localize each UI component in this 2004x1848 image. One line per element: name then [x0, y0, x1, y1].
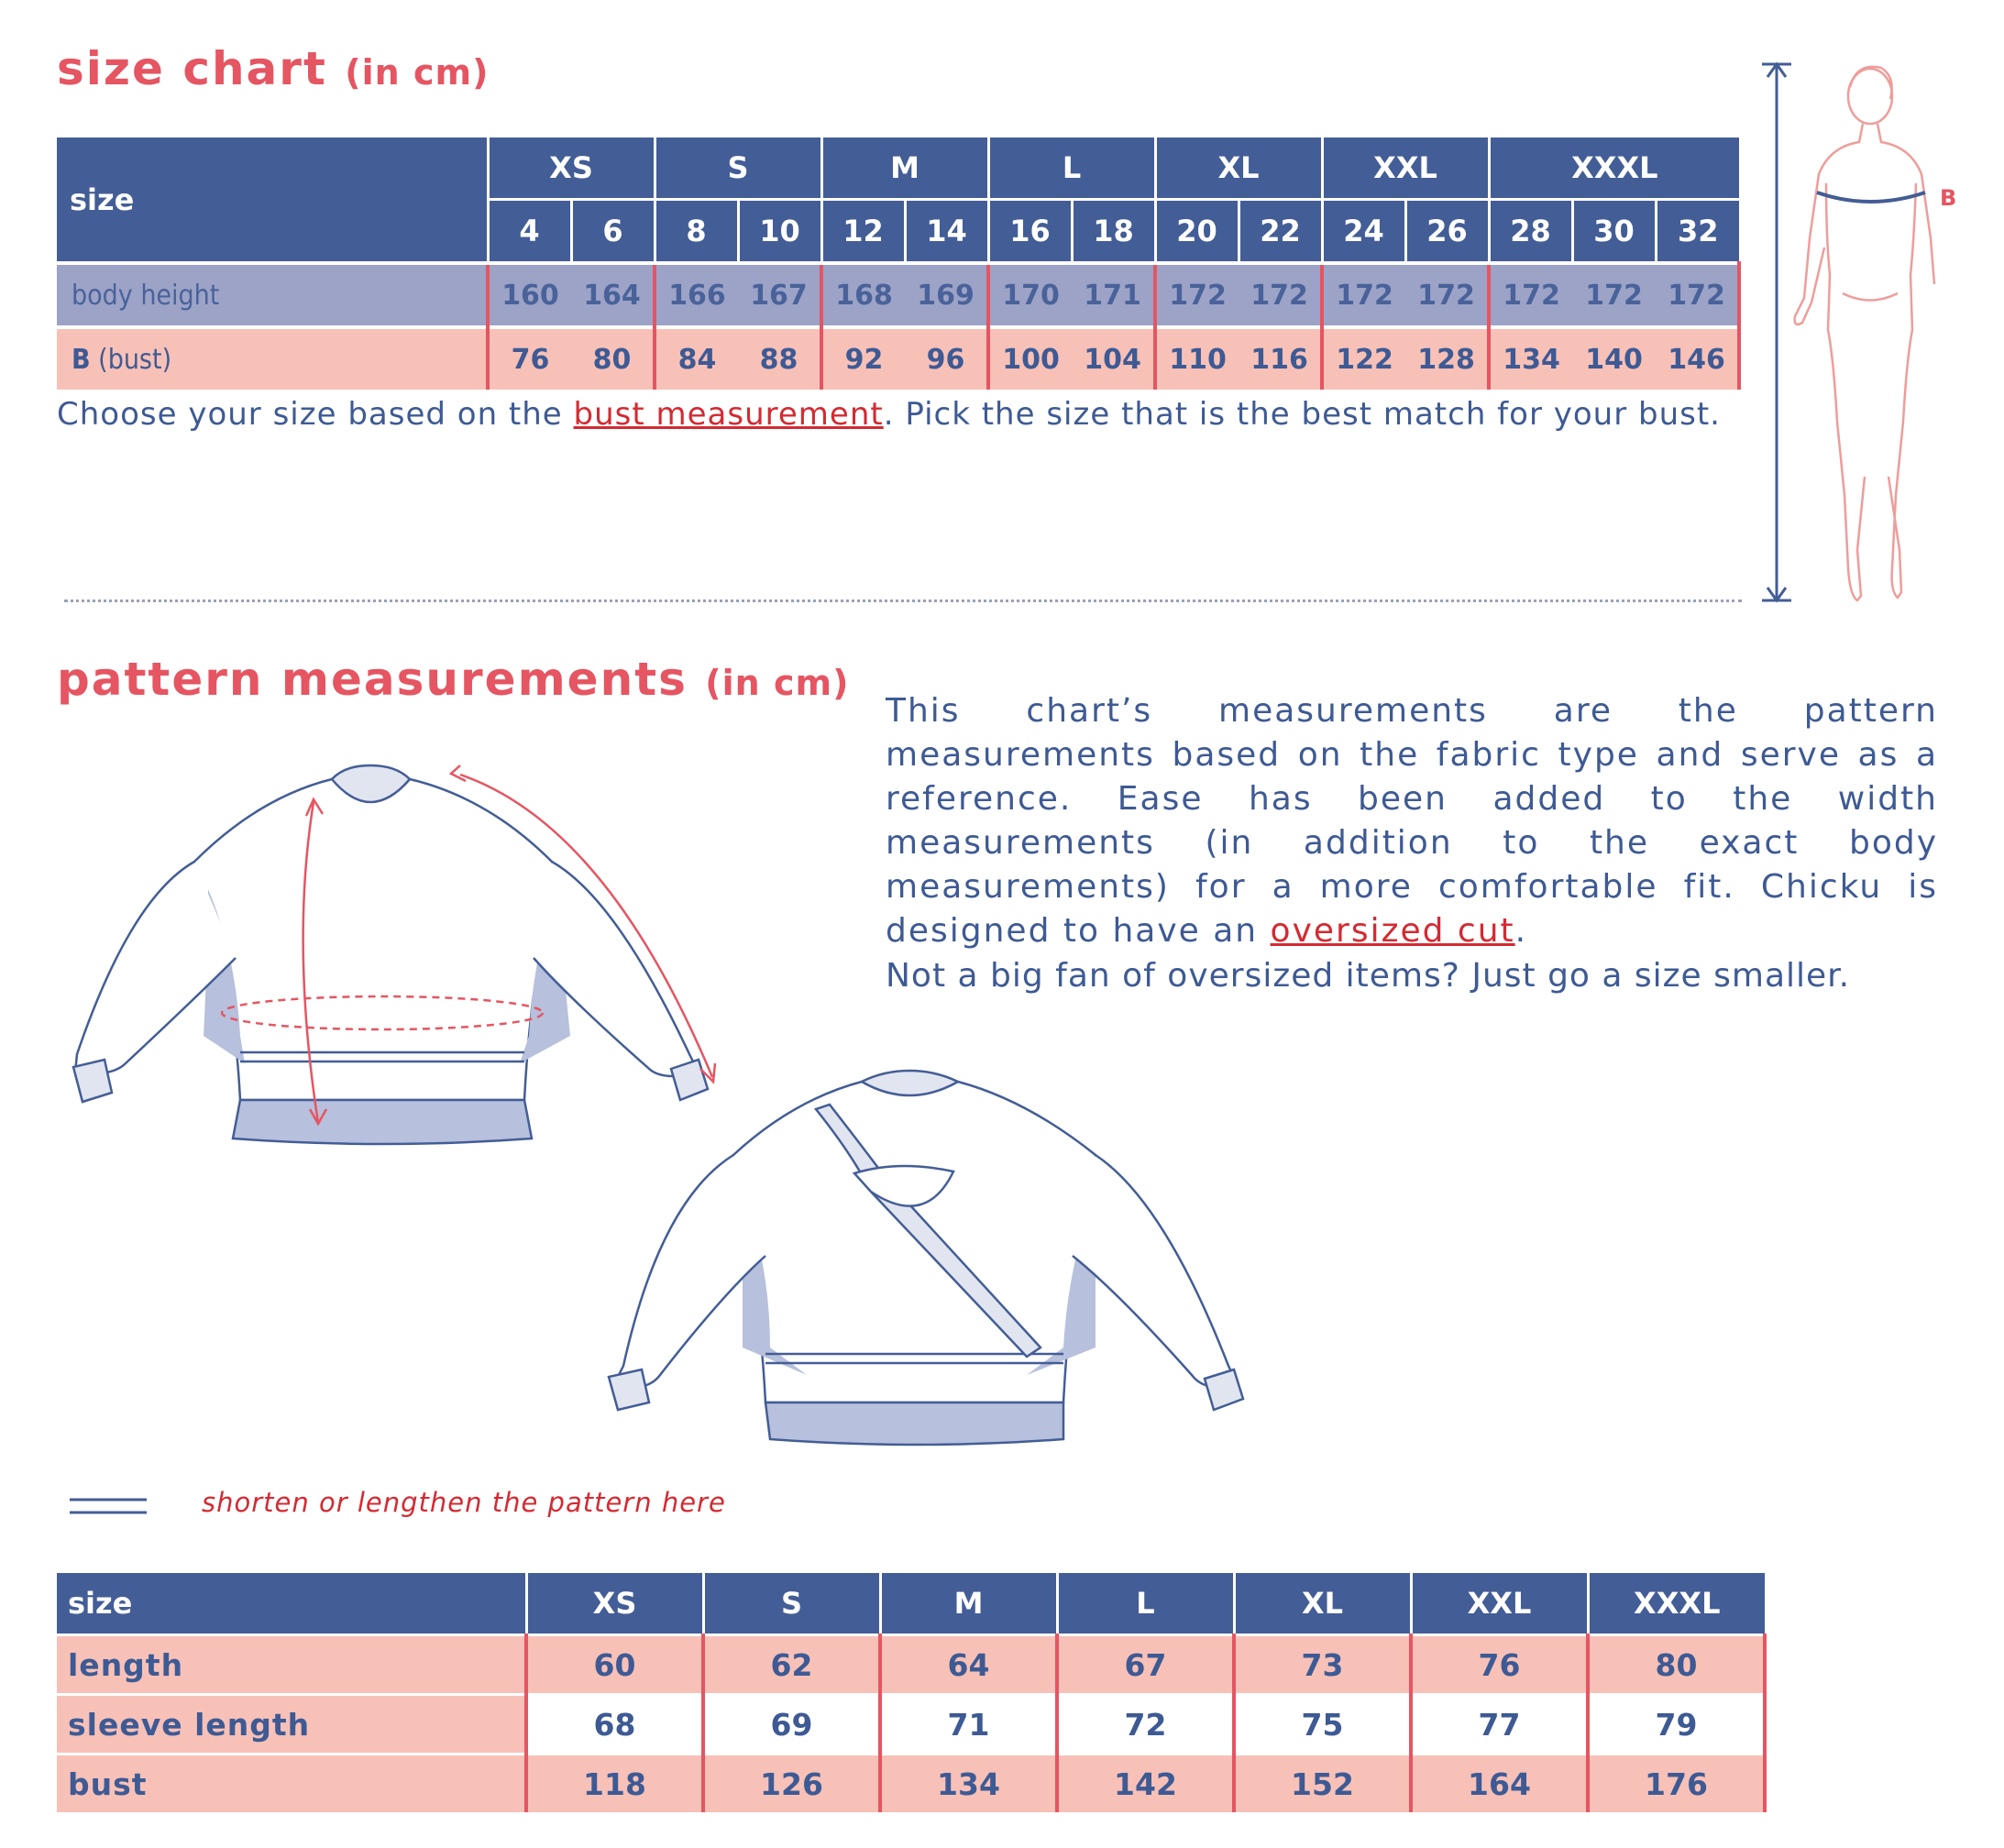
group-m: M — [821, 138, 988, 200]
pattern-size-s: S — [703, 1573, 880, 1635]
sleeve-length-value: 69 — [703, 1695, 880, 1754]
size-note-before: Choose your size based on the — [57, 396, 574, 433]
body-height-value: 172 — [1322, 263, 1405, 327]
bust-value: 88 — [738, 327, 821, 390]
bust-value: 100 — [988, 327, 1072, 390]
length-label: length — [57, 1635, 526, 1695]
body-height-value: 166 — [655, 263, 738, 327]
size-number: 24 — [1322, 200, 1405, 264]
bust-letter: B — [72, 343, 91, 376]
height-arrow — [1762, 64, 1791, 600]
pattern-description — [886, 689, 1938, 953]
figure-bust-label: B — [1940, 185, 1957, 211]
length-value: 80 — [1588, 1635, 1765, 1695]
bust-value: 134 — [1489, 327, 1572, 390]
pattern-tip: Not a big fan of oversized items? Just go a size smaller. — [886, 957, 1851, 995]
pattern-bust-label: bust — [57, 1754, 526, 1813]
bust-label-text: (bust) — [98, 343, 172, 376]
bust-value: 122 — [1322, 327, 1405, 390]
pattern-bust-value: 118 — [526, 1754, 703, 1813]
pattern-description-text: This chart’s measurements are the pattern measurements based on the fabric type and serve as a reference. Ease has been added to the width measurements (in addition to the exact body measurements) for a more comfortable fit. Chicku is designed to have an — [886, 692, 1938, 950]
size-group-header-row — [57, 138, 1739, 200]
pattern-bust-row — [57, 1754, 1765, 1813]
length-value: 73 — [1234, 1635, 1411, 1695]
body-height-value: 172 — [1572, 263, 1656, 327]
size-number: 30 — [1572, 200, 1656, 264]
bust-row — [57, 327, 1739, 390]
pattern-size-l: L — [1057, 1573, 1234, 1635]
sleeve-length-value: 75 — [1234, 1695, 1411, 1754]
pattern-unit: (in cm) — [705, 663, 850, 703]
bust-value: 128 — [1405, 327, 1489, 390]
bust-indicator — [1817, 185, 1956, 211]
size-number: 26 — [1405, 200, 1489, 264]
pattern-measurements-table — [57, 1573, 1767, 1812]
bust-measurement-link[interactable]: bust measurement — [573, 396, 884, 433]
length-value: 67 — [1057, 1635, 1234, 1695]
pattern-bust-value: 142 — [1057, 1754, 1234, 1813]
size-number: 10 — [738, 200, 821, 264]
size-number: 8 — [655, 200, 738, 264]
size-chart-title — [57, 42, 489, 95]
oversized-cut-link[interactable]: oversized cut — [1270, 912, 1515, 950]
size-number: 16 — [988, 200, 1072, 264]
size-number: 14 — [905, 200, 988, 264]
group-xxl: XXL — [1322, 138, 1489, 200]
bust-value: 92 — [821, 327, 905, 390]
size-note — [57, 396, 1721, 433]
pattern-size-xxxl: XXXL — [1588, 1573, 1765, 1635]
shorten-lengthen-legend-icon — [70, 1496, 147, 1518]
size-number: 28 — [1489, 200, 1572, 264]
bust-value: 104 — [1072, 327, 1155, 390]
body-height-value: 172 — [1656, 263, 1739, 327]
size-number: 22 — [1239, 200, 1322, 264]
length-value: 64 — [880, 1635, 1057, 1695]
sweater-back-illustration — [596, 1072, 1256, 1458]
size-number: 18 — [1072, 200, 1155, 264]
sleeve-length-value: 79 — [1588, 1695, 1765, 1754]
body-height-value: 168 — [821, 263, 905, 327]
group-xxxl: XXXL — [1489, 138, 1739, 200]
body-height-value: 172 — [1489, 263, 1572, 327]
body-height-value: 170 — [988, 263, 1072, 327]
pattern-title — [57, 653, 849, 706]
bust-value: 146 — [1656, 327, 1739, 390]
bust-value: 96 — [905, 327, 988, 390]
size-chart-title-text: size chart — [57, 42, 327, 95]
size-number: 4 — [488, 200, 571, 264]
group-s: S — [655, 138, 821, 200]
size-chart-unit: (in cm) — [345, 52, 490, 93]
size-number: 12 — [821, 200, 905, 264]
pattern-bust-value: 134 — [880, 1754, 1057, 1813]
pattern-bust-value: 152 — [1234, 1754, 1411, 1813]
body-height-value: 160 — [488, 263, 571, 327]
pattern-size-xxl: XXL — [1411, 1573, 1588, 1635]
sleeve-length-value: 72 — [1057, 1695, 1234, 1754]
sleeve-length-row — [57, 1695, 1765, 1754]
pattern-bust-value: 164 — [1411, 1754, 1588, 1813]
size-number: 32 — [1656, 200, 1739, 264]
size-number: 20 — [1155, 200, 1239, 264]
length-value: 76 — [1411, 1635, 1588, 1695]
pattern-size-xl: XL — [1234, 1573, 1411, 1635]
bust-value: 110 — [1155, 327, 1239, 390]
bust-value: 80 — [571, 327, 655, 390]
body-height-value: 172 — [1239, 263, 1322, 327]
sleeve-length-value: 71 — [880, 1695, 1057, 1754]
size-header-label: size — [57, 138, 488, 263]
group-l: L — [988, 138, 1155, 200]
pattern-header-row — [57, 1573, 1765, 1635]
body-height-value: 172 — [1155, 263, 1239, 327]
bust-value: 84 — [655, 327, 738, 390]
body-figure-illustration — [1742, 55, 1980, 614]
pattern-title-text: pattern measurements — [57, 653, 688, 706]
size-number: 6 — [571, 200, 655, 264]
bust-value: 140 — [1572, 327, 1656, 390]
body-height-value: 169 — [905, 263, 988, 327]
length-row — [57, 1635, 1765, 1695]
bust-value: 76 — [488, 327, 571, 390]
woman-figure — [1795, 67, 1934, 600]
size-chart-table — [57, 138, 1741, 390]
body-height-row — [57, 263, 1739, 327]
body-height-value: 167 — [738, 263, 821, 327]
bust-label — [57, 327, 488, 390]
group-xs: XS — [488, 138, 655, 200]
body-height-value: 172 — [1405, 263, 1489, 327]
body-height-value: 171 — [1072, 263, 1155, 327]
body-height-label: body height — [57, 263, 488, 327]
pattern-size-m: M — [880, 1573, 1057, 1635]
group-xl: XL — [1155, 138, 1322, 200]
pattern-description-end: . — [1514, 912, 1528, 950]
pattern-size-xs: XS — [526, 1573, 703, 1635]
shorten-lengthen-legend: shorten or lengthen the pattern here — [202, 1487, 726, 1518]
pattern-size-header: size — [57, 1573, 526, 1635]
section-divider — [64, 600, 1742, 602]
length-value: 62 — [703, 1635, 880, 1695]
pattern-bust-value: 176 — [1588, 1754, 1765, 1813]
sleeve-length-label: sleeve length — [57, 1695, 526, 1754]
length-value: 60 — [526, 1635, 703, 1695]
sleeve-length-value: 77 — [1411, 1695, 1588, 1754]
size-note-after: . Pick the size that is the best match for your bust. — [883, 396, 1721, 433]
bust-value: 116 — [1239, 327, 1322, 390]
body-height-value: 164 — [571, 263, 655, 327]
sleeve-length-value: 68 — [526, 1695, 703, 1754]
pattern-bust-value: 126 — [703, 1754, 880, 1813]
